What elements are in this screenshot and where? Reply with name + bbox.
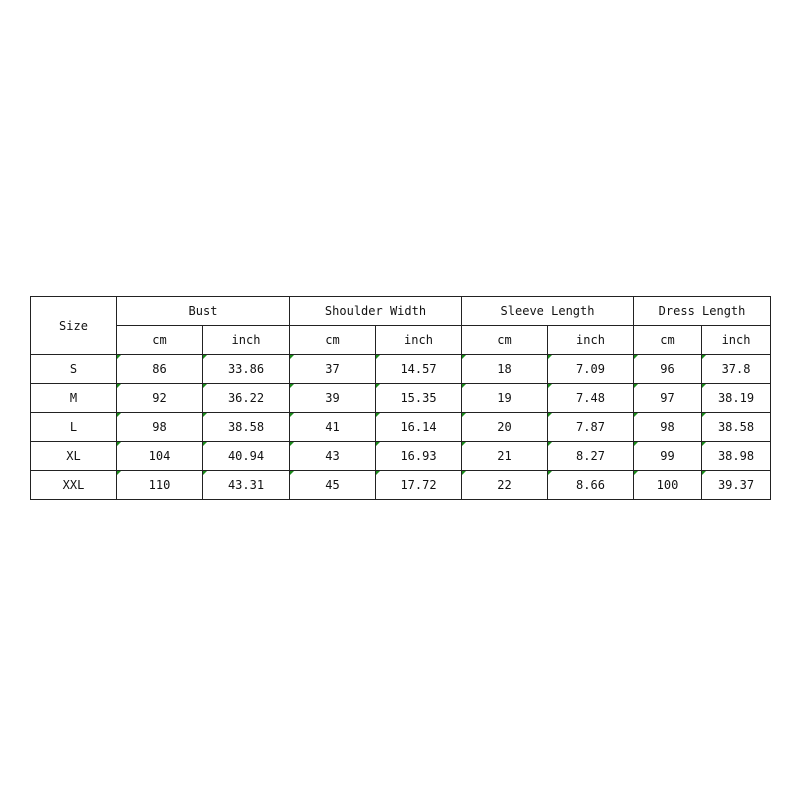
table-cell: 37.8 — [702, 355, 771, 384]
table-cell: 7.09 — [548, 355, 634, 384]
unit-inch-header: inch — [376, 326, 462, 355]
dress-length-header: Dress Length — [634, 297, 771, 326]
table-cell: 110 — [117, 471, 203, 500]
table-cell: 86 — [117, 355, 203, 384]
table-cell: 37 — [290, 355, 376, 384]
table-cell: 38.58 — [203, 413, 290, 442]
table-cell: 14.57 — [376, 355, 462, 384]
table-cell: 7.87 — [548, 413, 634, 442]
sleeve-length-header: Sleeve Length — [462, 297, 634, 326]
table-cell: 39 — [290, 384, 376, 413]
table-cell: 38.98 — [702, 442, 771, 471]
table-cell: 15.35 — [376, 384, 462, 413]
table-cell: 43 — [290, 442, 376, 471]
table-cell: 99 — [634, 442, 702, 471]
table-cell: 38.19 — [702, 384, 771, 413]
size-cell: XXL — [31, 471, 117, 500]
table-cell: 43.31 — [203, 471, 290, 500]
size-header: Size — [31, 297, 117, 355]
table-cell: 19 — [462, 384, 548, 413]
table-cell: 40.94 — [203, 442, 290, 471]
size-cell: L — [31, 413, 117, 442]
table-row — [31, 384, 771, 413]
unit-inch-header: inch — [702, 326, 771, 355]
table-cell: 38.58 — [702, 413, 771, 442]
table-cell: 22 — [462, 471, 548, 500]
unit-inch-header: inch — [203, 326, 290, 355]
size-cell: S — [31, 355, 117, 384]
table-cell: 36.22 — [203, 384, 290, 413]
table-cell: 98 — [634, 413, 702, 442]
table-cell: 98 — [117, 413, 203, 442]
unit-cm-header: cm — [462, 326, 548, 355]
unit-cm-header: cm — [634, 326, 702, 355]
table-cell: 96 — [634, 355, 702, 384]
bust-header: Bust — [117, 297, 290, 326]
table-cell: 33.86 — [203, 355, 290, 384]
table-cell: 16.93 — [376, 442, 462, 471]
unit-cm-header: cm — [117, 326, 203, 355]
table-cell: 92 — [117, 384, 203, 413]
unit-inch-header: inch — [548, 326, 634, 355]
table-cell: 104 — [117, 442, 203, 471]
table-cell: 8.66 — [548, 471, 634, 500]
table-row — [31, 471, 771, 500]
size-chart-table — [30, 296, 771, 500]
size-cell: M — [31, 384, 117, 413]
table-cell: 39.37 — [702, 471, 771, 500]
table-cell: 100 — [634, 471, 702, 500]
table-row — [31, 442, 771, 471]
table-cell: 20 — [462, 413, 548, 442]
table-cell: 8.27 — [548, 442, 634, 471]
size-cell: XL — [31, 442, 117, 471]
unit-cm-header: cm — [290, 326, 376, 355]
table-cell: 7.48 — [548, 384, 634, 413]
table-cell: 45 — [290, 471, 376, 500]
table-cell: 16.14 — [376, 413, 462, 442]
size-chart-body — [31, 355, 771, 500]
table-row — [31, 413, 771, 442]
table-cell: 21 — [462, 442, 548, 471]
shoulder-width-header: Shoulder Width — [290, 297, 462, 326]
table-row — [31, 355, 771, 384]
table-cell: 18 — [462, 355, 548, 384]
table-cell: 97 — [634, 384, 702, 413]
table-cell: 17.72 — [376, 471, 462, 500]
table-cell: 41 — [290, 413, 376, 442]
